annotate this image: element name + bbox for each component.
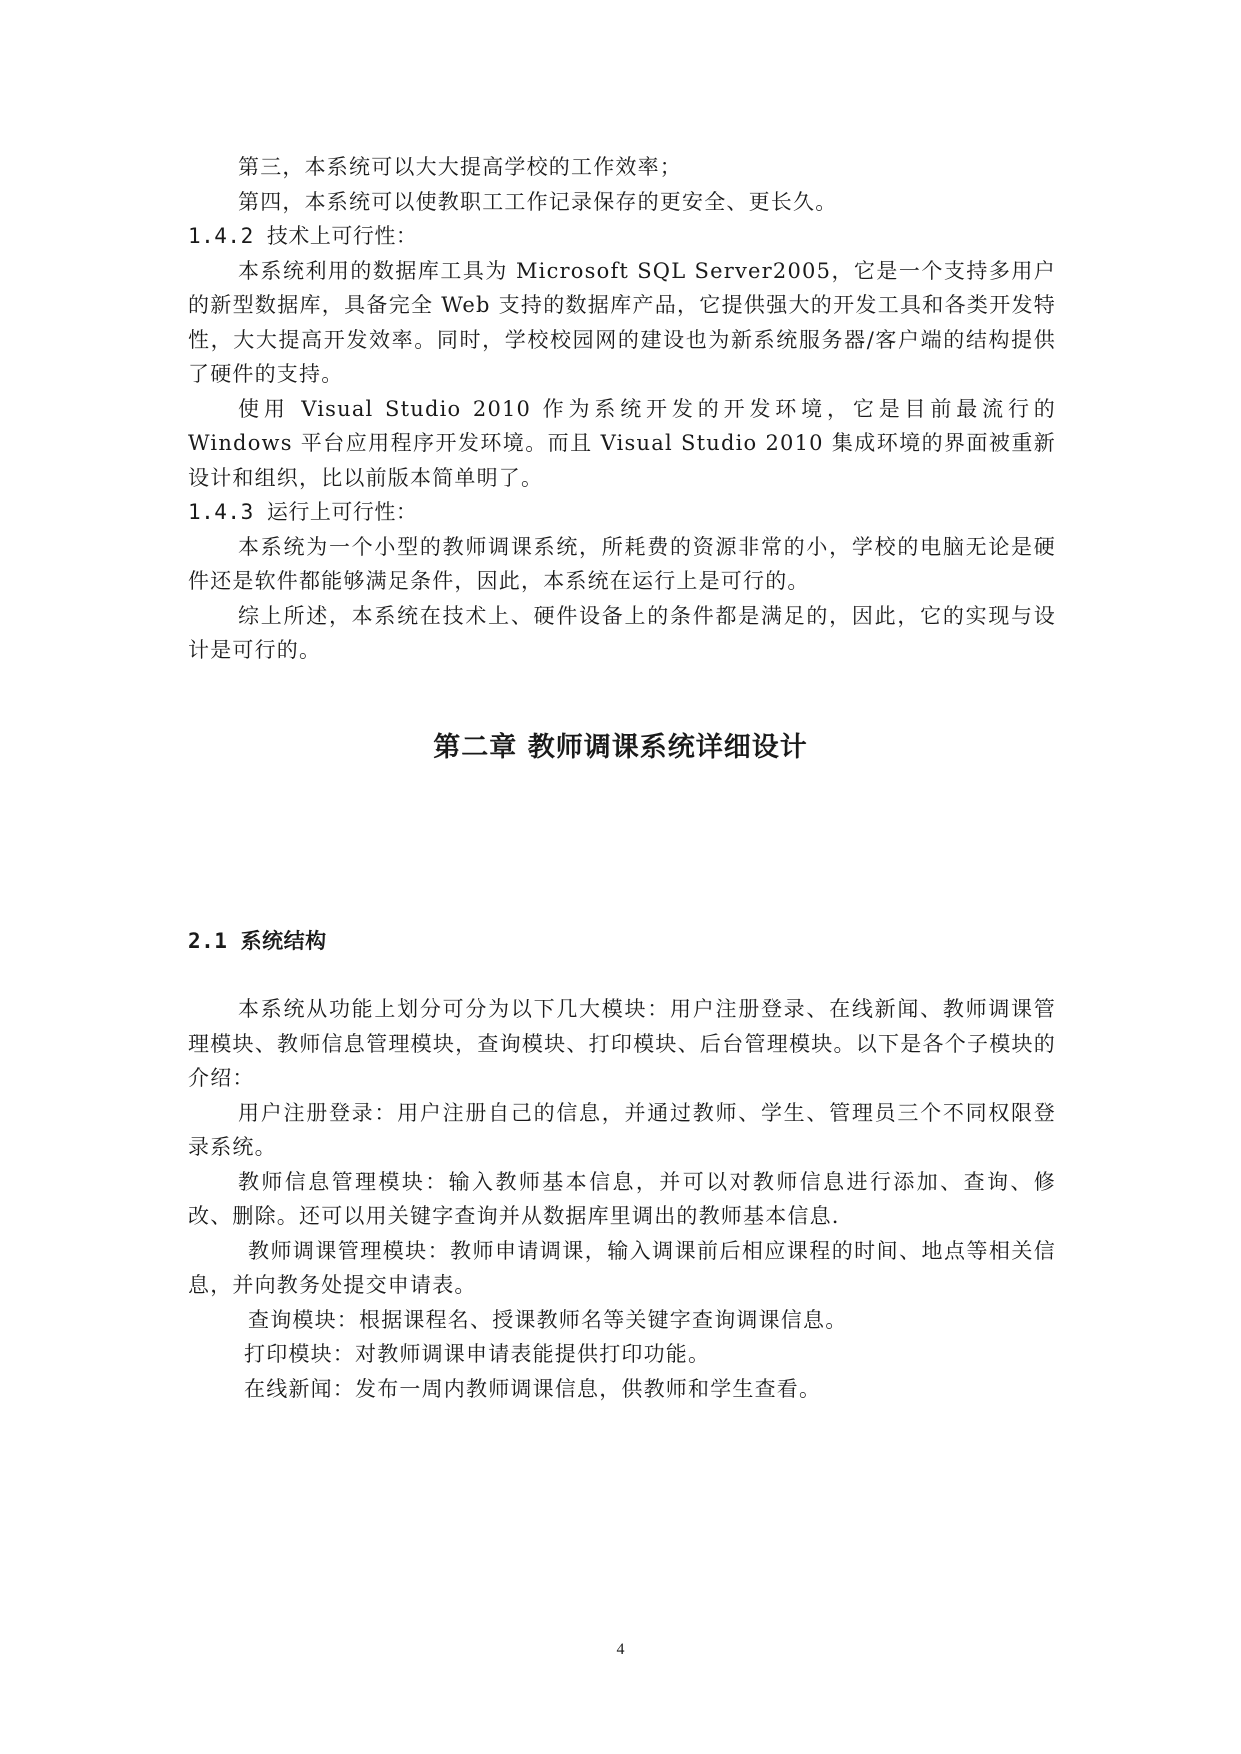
paragraph: 使用 Visual Studio 2010 作为系统开发的开发环境，它是目前最流行的 Windows 平台应用程序开发环境。而且 Visual Studio 2010 集成环境的界面被重新设计和组织，比以前版本简单明了。 bbox=[188, 396, 1056, 490]
bottom-text-block bbox=[188, 992, 1056, 1406]
paragraph: 综上所述，本系统在技术上、硬件设备上的条件都是满足的，因此，它的实现与设计是可行的。 bbox=[188, 603, 1056, 662]
subsection-heading: 1.4.2 技术上可行性： bbox=[188, 224, 418, 248]
page-number: 4 bbox=[616, 1641, 625, 1658]
paragraph: 本系统利用的数据库工具为 Microsoft SQL Server2005，它是一个支持多用户的新型数据库，具备完全 Web 支持的数据库产品，它提供强大的开发工具和各类开发特性，大大提高开发效率。同时，学校校园网的建设也为新系统服务器/客户端的结构提供了硬件的支持。 bbox=[188, 258, 1056, 386]
paragraph: 本系统为一个小型的教师调课系统，所耗费的资源非常的小，学校的电脑无论是硬件还是软件都能够满足条件，因此，本系统在运行上是可行的。 bbox=[188, 534, 1056, 593]
paragraph: 第四，本系统可以使教职工工作记录保存的更安全、更长久。 bbox=[238, 189, 838, 214]
paragraph: 第三，本系统可以大大提高学校的工作效率； bbox=[238, 155, 682, 179]
paragraph: 查询模块：根据课程名、授课教师名等关键字查询调课信息。 bbox=[248, 1307, 848, 1332]
section-title: 2.1 系统结构 bbox=[188, 929, 327, 953]
subsection-heading: 1.4.3 运行上可行性： bbox=[188, 500, 418, 524]
paragraph: 打印模块：对教师调课申请表能提供打印功能。 bbox=[244, 1342, 711, 1366]
paragraph: 用户注册登录：用户注册自己的信息，并通过教师、学生、管理员三个不同权限登录系统。 bbox=[188, 1100, 1056, 1159]
chapter-title: 第二章 教师调课系统详细设计 bbox=[433, 732, 808, 763]
paragraph: 在线新闻：发布一周内教师调课信息，供教师和学生查看。 bbox=[244, 1376, 822, 1401]
paragraph: 本系统从功能上划分可分为以下几大模块：用户注册登录、在线新闻、教师调课管理模块、教师信息管理模块，查询模块、打印模块、后台管理模块。以下是各个子模块的介绍： bbox=[188, 997, 1056, 1090]
paragraph: 教师信息管理模块：输入教师基本信息，并可以对教师信息进行添加、查询、修改、删除。还可以用关键字查询并从数据库里调出的教师基本信息. bbox=[188, 1169, 1056, 1228]
top-text-block bbox=[188, 150, 1056, 668]
paragraph: 教师调课管理模块：教师申请调课，输入调课前后相应课程的时间、地点等相关信息，并向教务处提交申请表。 bbox=[188, 1238, 1056, 1297]
